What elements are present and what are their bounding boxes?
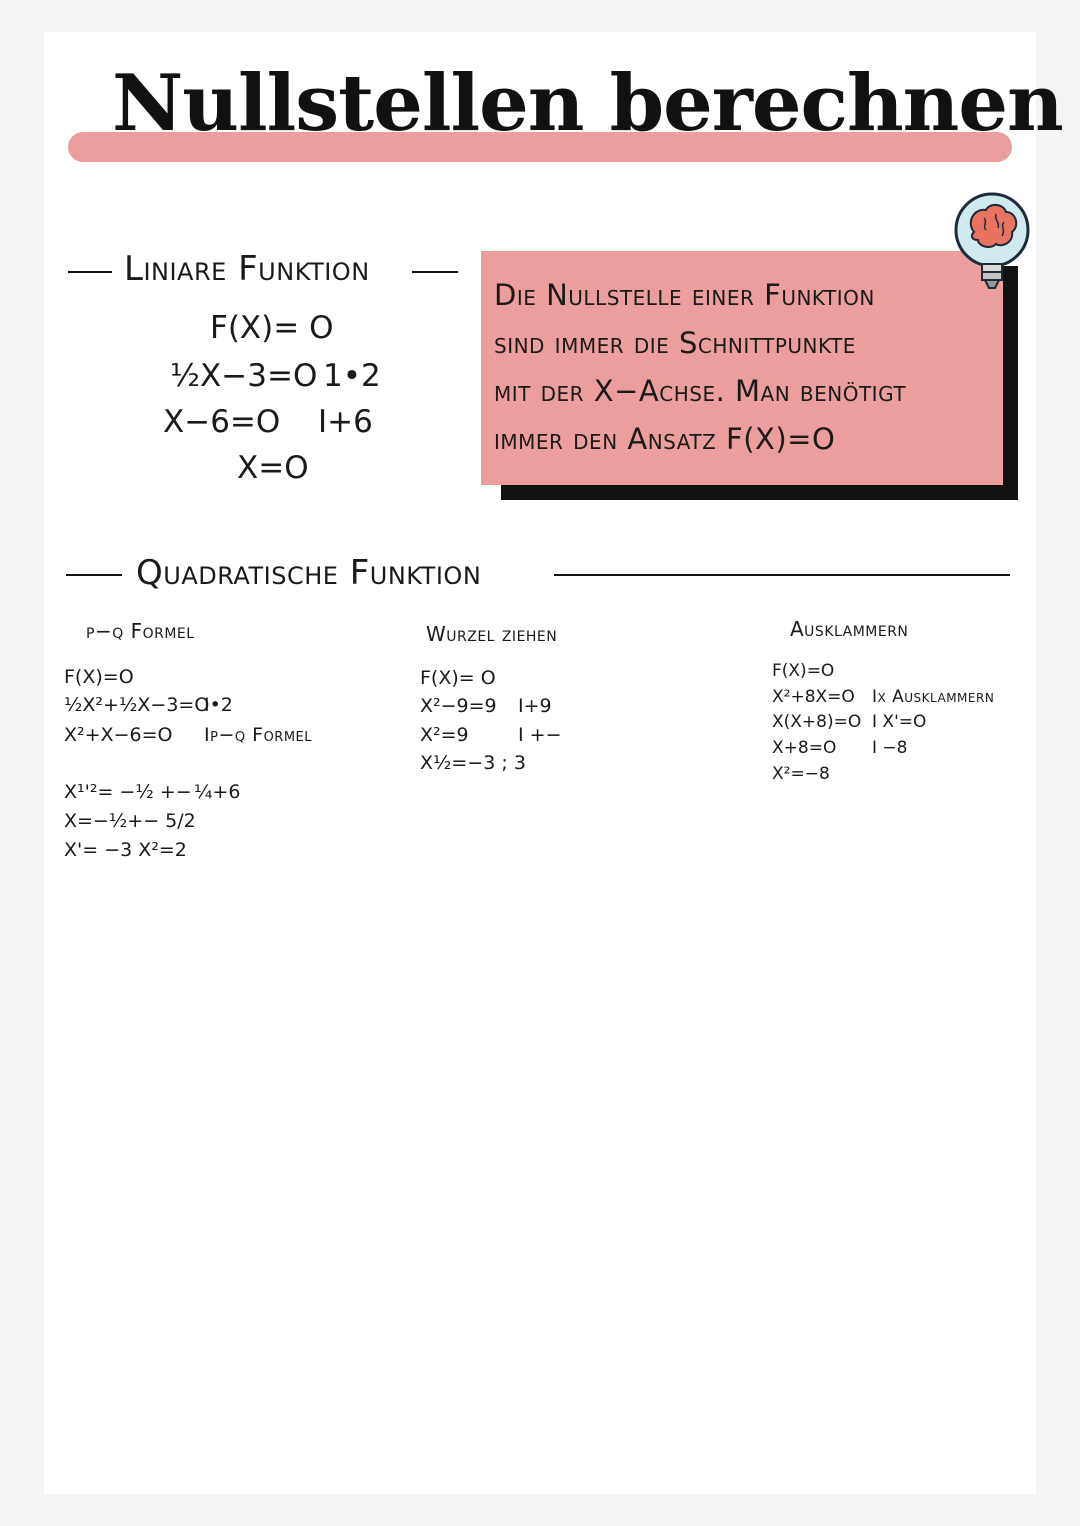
aus-line-4: X+8=O (772, 738, 837, 758)
quad-rule-left (66, 574, 122, 576)
aus-op-1: Ix Ausklammern (872, 687, 995, 707)
pq-line-3: X²+X−6=O (64, 724, 173, 746)
wurzel-op-1: I+9 (518, 695, 552, 717)
wurzel-heading: Wurzel ziehen (426, 622, 558, 646)
info-line-2: sind immer die Schnittpunkte (494, 326, 856, 360)
wurzel-line-4: X½=−3 ; 3 (420, 752, 526, 774)
linear-heading: Liniare Funktion (124, 249, 370, 289)
pq-heading: p−q Formel (86, 619, 195, 643)
pq-line-5: X=−½+− 5/2 (64, 810, 196, 832)
wurzel-line-1: F(X)= O (420, 667, 496, 689)
wurzel-line-3: X²=9 (420, 724, 469, 746)
aus-line-1: F(X)=O (772, 661, 835, 681)
info-line-3: mit der X−Achse. Man benötigt (494, 374, 907, 408)
aus-op-2: I X'=O (872, 712, 927, 732)
quadratic-heading: Quadratische Funktion (136, 553, 482, 593)
ausklammern-heading: Ausklammern (790, 617, 909, 641)
heading-rule-right (412, 271, 458, 273)
info-line-1: Die Nullstelle einer Funktion (494, 278, 875, 312)
linear-op-1: 1•2 (323, 358, 381, 394)
pq-op-2: Ip−q Formel (204, 724, 313, 746)
linear-eq-1: F(X)= O (210, 310, 334, 346)
aus-line-5: X²=−8 (772, 764, 830, 784)
pq-op-3: ¼+6 (194, 781, 241, 803)
linear-op-2: I+6 (318, 404, 373, 440)
info-line-4: immer den Ansatz F(X)=O (494, 422, 836, 456)
pq-line-4: X¹'²= −½ +− (64, 781, 192, 803)
linear-eq-4: X=O (237, 450, 309, 486)
heading-rule-left (68, 271, 112, 273)
brain-lightbulb-icon (952, 192, 1032, 298)
wurzel-line-2: X²−9=9 (420, 695, 497, 717)
page-title: Nullstellen berechnen (112, 58, 1063, 149)
pq-op-1: I•2 (204, 694, 233, 716)
wurzel-op-2: I +− (518, 724, 562, 746)
pq-line-1: F(X)=O (64, 666, 134, 688)
aus-line-3: X(X+8)=O (772, 712, 862, 732)
linear-eq-2: ½X−3=O (170, 358, 318, 394)
pq-line-6: X'= −3 X²=2 (64, 839, 187, 861)
aus-line-2: X²+8X=O (772, 687, 855, 707)
aus-op-3: I −8 (872, 738, 908, 758)
quad-rule-right (554, 574, 1010, 576)
pq-line-2: ½X²+½X−3=O (64, 694, 210, 716)
linear-eq-3: X−6=O (163, 404, 281, 440)
